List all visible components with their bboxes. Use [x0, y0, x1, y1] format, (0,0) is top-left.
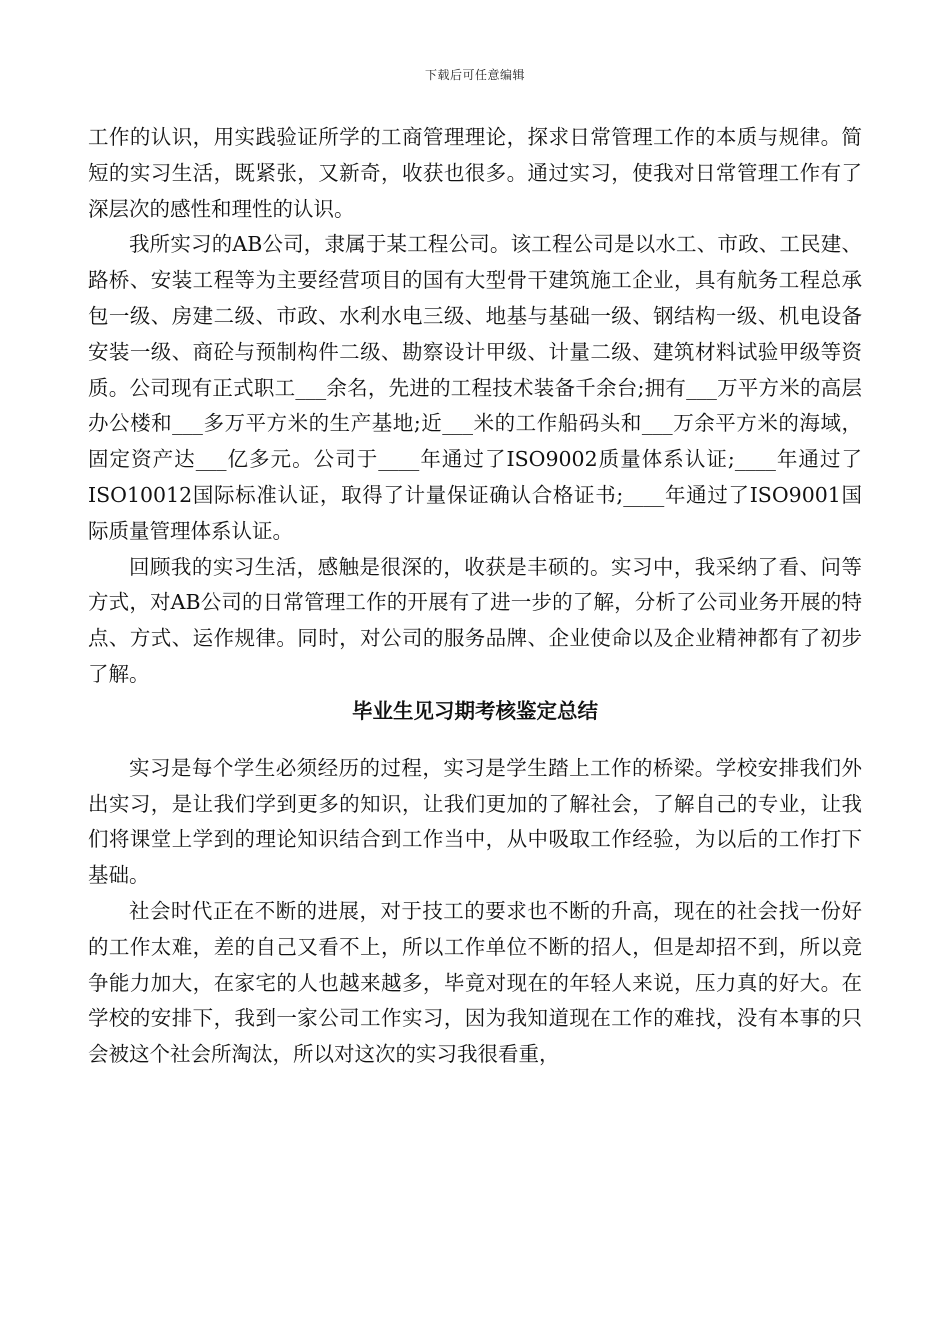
- page-header-note: 下载后可任意编辑: [424, 68, 525, 82]
- paragraph-company-intro: 我所实习的AB公司，隶属于某工程公司。该工程公司是以水工、市政、工民建、路桥、安装工程等为主要经营项目的国有大型骨干建筑施工企业，具有航务工程总承包一级、房建二级、市政、水利水电三级、地基与基础一级、钢结构一级、机电设备安装一级、商砼与预制构件二级、勘察设计甲级、计量二级、建筑材料试验甲级等资质。公司现有正式职工___余名，先进的工程技术装备千余台;拥有___万平方米的高层办公楼和___多万平方米的生产基地;近___米的工作船码头和___万余平方米的海域，固定资产达___亿多元。公司于____年通过了ISO9002质量体系认证;____年通过了ISO10012国际标准认证，取得了计量保证确认合格证书;____年通过了ISO9001国际质量管理体系认证。: [88, 232, 862, 543]
- paragraph-internship-review: 回顾我的实习生活，感触是很深的，收获是丰硕的。实习中，我采纳了看、问等方式，对AB公司的日常管理工作的开展有了进一步的了解，分析了公司业务开展的特点、方式、运作规律。同时，对公司的服务品牌、企业使命以及企业精神都有了初步了解。: [88, 554, 862, 686]
- paragraph-internship-purpose: 实习是每个学生必须经历的过程，实习是学生踏上工作的桥梁。学校安排我们外出实习，是让我们学到更多的知识，让我们更加的了解社会，了解自己的专业，让我们将课堂上学到的理论知识结合到工作当中，从中吸取工作经验，为以后的工作打下基础。: [88, 755, 862, 888]
- section-title: 毕业生见习期考核鉴定总结: [352, 698, 598, 723]
- paragraph-continuation: 工作的认识，用实践验证所学的工商管理理论，探求日常管理工作的本质与规律。简短的实习生活，既紧张，又新奇，收获也很多。通过实习，使我对日常管理工作有了深层次的感性和理性的认识。: [88, 125, 862, 221]
- document-body: [88, 120, 862, 1073]
- paragraph-social-context: 社会时代正在不断的进展，对于技工的要求也不断的升高，现在的社会找一份好的工作太难，差的自己又看不上，所以工作单位不断的招人，但是却招不到，所以竞争能力加大，在家宅的人也越来越多，毕竟对现在的年轻人来说，压力真的好大。在学校的安排下，我到一家公司工作实习，因为我知道现在工作的难找，没有本事的只会被这个社会所淘汰，所以对这次的实习我很看重，: [88, 898, 862, 1067]
